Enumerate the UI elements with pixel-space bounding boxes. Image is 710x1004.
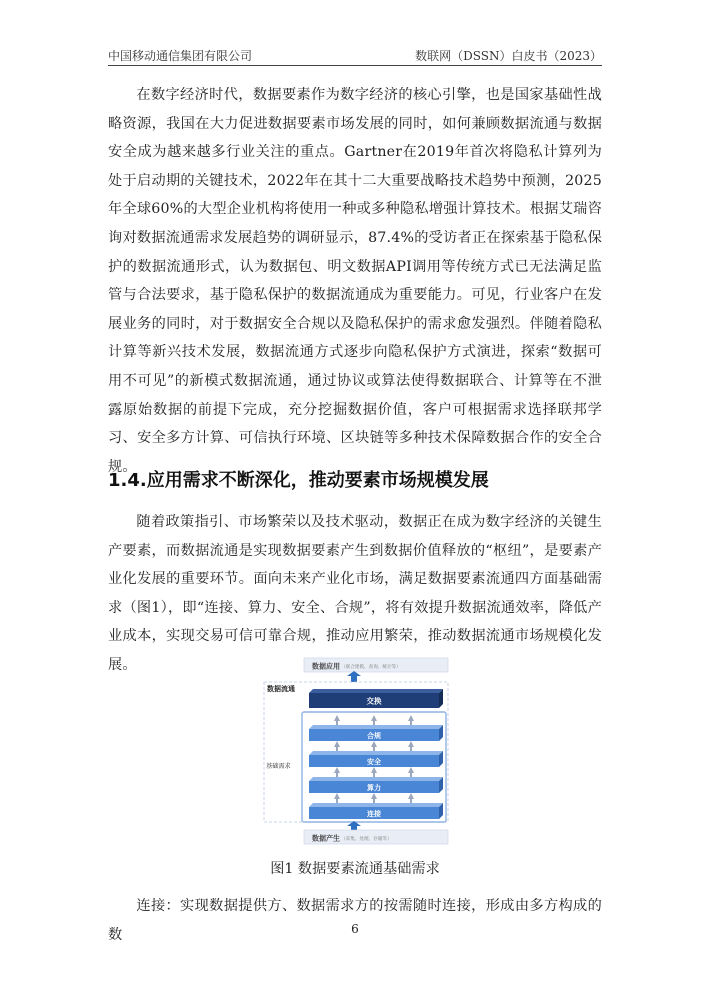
arrows-row-1	[334, 715, 414, 725]
data-generation-sub: （采集、处理、存储等）	[341, 837, 392, 842]
section-heading: 1.4.应用需求不断深化，推动要素市场规模发展	[108, 470, 489, 491]
page-header	[108, 47, 602, 63]
arrows-row-4	[334, 793, 414, 803]
compliance-layer-label: 合规	[367, 732, 381, 740]
paragraph-data-circulation: 随着政策指引、市场繁荣以及技术驱动，数据正在成为数字经济的关键生产要素，而数据流通是实现数据要素产生到数据价值释放的“枢纽”，是要素产业化发展的重要环节。面向未来产业化市场，满足数据要素流通四方面基础需求（图1），即“连接、算力、安全、合规”，将有效提升数据流通效率，降低产业成本，实现交易可信可靠合规，推动应用繁荣，推动数据流通市场规模化发展。	[108, 514, 602, 673]
connection-layer-label: 连接	[367, 810, 381, 818]
security-layer-label: 安全	[367, 758, 381, 766]
data-application-sub: （联合建模、查询、统计等）	[341, 665, 401, 670]
compliance-layer-top	[309, 725, 443, 729]
page-number: 6	[351, 922, 359, 936]
exchange-layer-top	[309, 689, 443, 693]
data-application-label: 数据应用	[312, 662, 340, 671]
diagram-svg	[262, 655, 450, 845]
connection-layer-top	[309, 803, 443, 807]
security-layer-top	[309, 751, 443, 755]
computing-layer-top	[309, 777, 443, 781]
data-circulation-label: 数据流通	[267, 685, 295, 693]
header-divider	[108, 65, 602, 66]
paragraph-connection: 连接：实现数据提供方、数据需求方的按需随时连接，形成由多方构成的数	[108, 898, 602, 943]
header-organization: 中国移动通信集团有限公司	[108, 49, 253, 63]
computing-layer-label: 算力	[367, 784, 381, 792]
paragraph-privacy-computing: 在数字经济时代，数据要素作为数字经济的核心引擎，也是国家基础性战略资源，我国在大力促进数据要素市场发展的同时，如何兼顾数据流通与数据安全成为越来越多行业关注的重点。Gartner在2019年首次将隐私计算列为处于启动期的关键技术，2022年在其十二大重要战略技术趋势中预测，2025年全球60%的大型企业机构将使用一种或多种隐私增强计算技术。根据艾瑞咨询对数据流通需求发展趋势的调研显示，87.4%的受访者正在探索基于隐私保护的数据流通形式，认为数据包、明文数据API调用等传统方式已无法满足监管与合法要求，基于隐私保护的数据流通成为重要能力。可见，行业客户在发展业务的同时，对于数据安全合规以及隐私保护的需求愈发强烈。伴随着隐私计算等新兴技术发展，数据流通方式逐步向隐私保护方式演进，探索“数据可用不可见”的新模式数据流通，通过协议或算法使得数据联合、计算等在不泄露原始数据的前提下完成，充分挖掘数据价值，客户可根据需求选择联邦学习、安全多方计算、可信执行环境、区块链等多种技术保障数据合作的安全合规。	[108, 87, 602, 475]
exchange-layer-label: 交换	[366, 696, 382, 706]
figure-basic-requirements-diagram	[262, 655, 450, 845]
data-generation-label: 数据产生	[312, 834, 340, 843]
header-document-title: 数联网（DSSN）白皮书（2023）	[415, 49, 602, 63]
arrows-row-3	[334, 767, 414, 777]
arrow-to-application	[351, 675, 357, 682]
basic-requirements-label: 基础需求	[266, 763, 291, 770]
figure-caption: 图1 数据要素流通基础需求	[270, 861, 440, 877]
arrows-row-2	[334, 741, 414, 751]
